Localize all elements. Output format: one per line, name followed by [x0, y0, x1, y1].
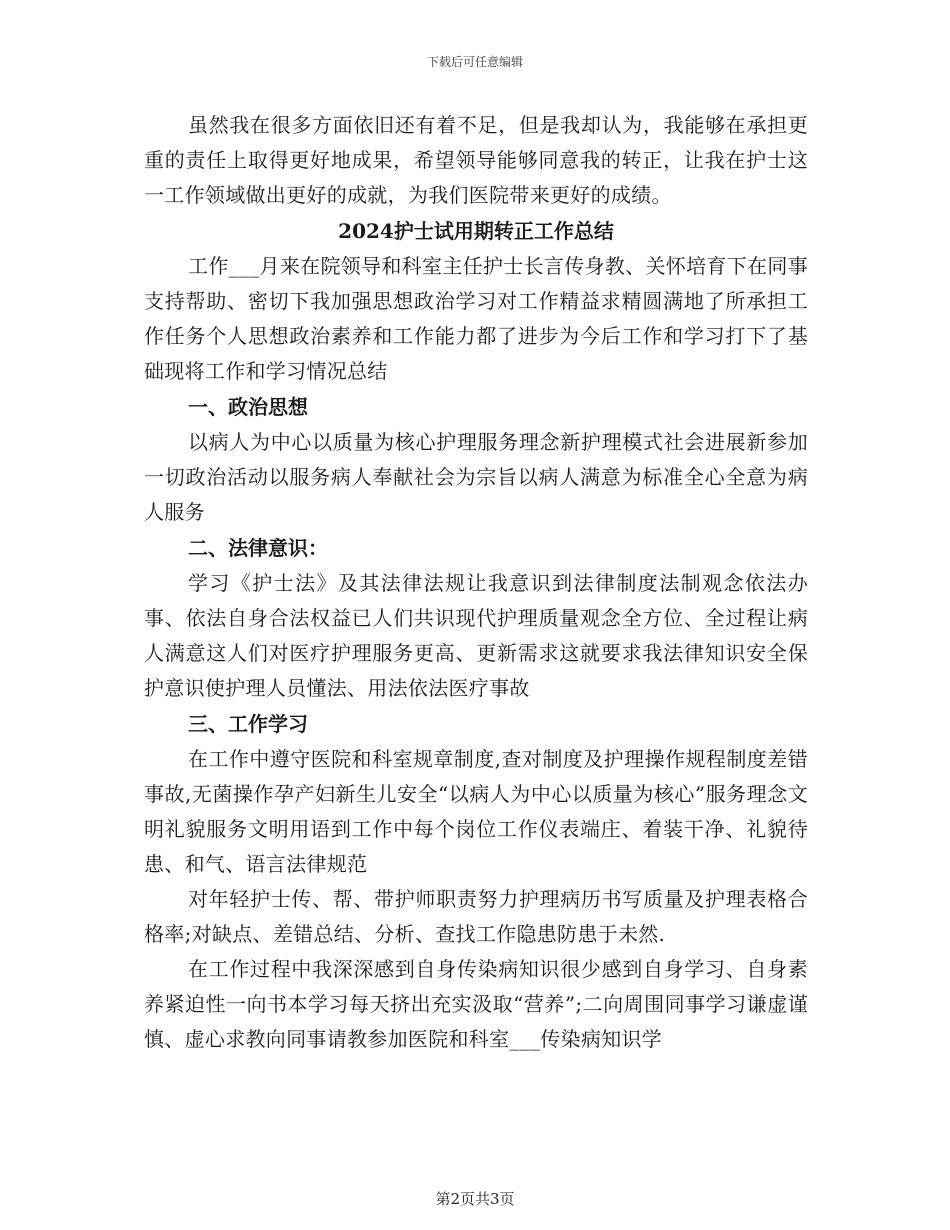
document-body — [144, 108, 808, 1057]
opening-paragraph: 工作___月来在院领导和科室主任护士长言传身教、关怀培育下在同事支持帮助、密切下我加强思想政治学习对工作精益求精圆满地了所承担工作任务个人思想政治素养和工作能力都了进步为今后工作和学习打下了基础现将工作和学习情况总结 — [144, 254, 808, 383]
document-title: 2024护士试用期转正工作总结 — [338, 219, 614, 243]
section-paragraph-learning: 在工作过程中我深深感到自身传染病知识很少感到自身学习、自身素养紧迫性一向书本学习每天挤出充实汲取“营养”;二向周围同事学习谦虚谨慎、虚心求教向同事请教参加医院和科室___传染病知识学 — [144, 957, 808, 1051]
intro-paragraph: 虽然我在很多方面依旧还有着不足，但是我却认为，我能够在承担更重的责任上取得更好地成果，希望领导能够同意我的转正，让我在护士这一工作领域做出更好的成就，为我们医院带来更好的成绩。 — [144, 113, 808, 207]
section-heading-work-study: 三、工作学习 — [188, 712, 308, 736]
section-paragraph-work-rules: 在工作中遵守医院和科室规章制度,查对制度及护理操作规程制度差错事故,无菌操作孕产妇新生儿安全“以病人为中心以质量为核心”服务理念文明礼貌服务文明用语到工作中每个岗位工作仪表端庄、着装干净、礼貌待患、和气、语言法律规范 — [144, 747, 808, 876]
page-number: 第2页共3页 — [435, 1190, 515, 1208]
section-heading-political: 一、政治思想 — [188, 395, 308, 419]
section-paragraph-mentoring: 对年轻护士传、帮、带护师职责努力护理病历书写质量及护理表格合格率;对缺点、差错总结、分析、查找工作隐患防患于未然. — [144, 887, 808, 946]
section-heading-legal: 二、法律意识： — [188, 536, 328, 560]
section-paragraph-political: 以病人为中心以质量为核心护理服务理念新护理模式社会进展新参加一切政治活动以服务病人奉献社会为宗旨以病人满意为标准全心全意为病人服务 — [144, 430, 808, 524]
section-paragraph-legal: 学习《护士法》及其法律法规让我意识到法律制度法制观念依法办事、依法自身合法权益已人们共识现代护理质量观念全方位、全过程让病人满意这人们对医疗护理服务更高、更新需求这就要求我法律知识安全保护意识使护理人员懂法、用法依法医疗事故 — [144, 571, 808, 700]
header-note: 下载后可任意编辑 — [426, 55, 523, 69]
